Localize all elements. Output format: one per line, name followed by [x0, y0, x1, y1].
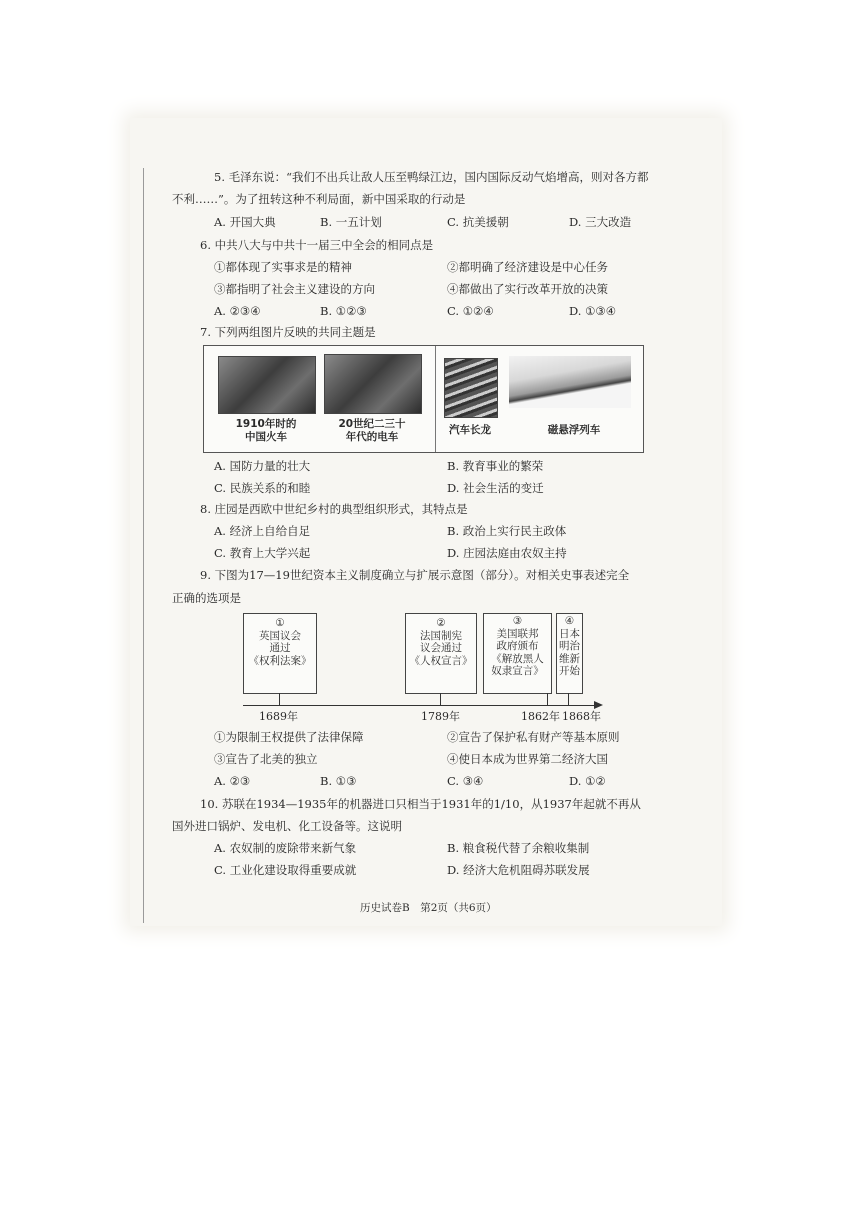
binding-margin-line — [143, 168, 144, 923]
caption-car-queue: 汽车长龙 — [449, 424, 491, 436]
q10-option-c: C. 工业化建设取得重要成就 — [214, 863, 357, 877]
q7-option-c: C. 民族关系的和睦 — [214, 481, 311, 495]
q9-option-d: D. ①② — [569, 774, 606, 788]
q7-option-a: A. 国防力量的壮大 — [214, 459, 311, 473]
q10-stem-line2: 国外进口锅炉、发电机、化工设备等。这说明 — [172, 819, 402, 833]
timeline-box-1: ① 英国议会 通过 《权利法案》 — [243, 613, 317, 694]
q6-statement-1: ①都体现了实事求是的精神 — [214, 260, 352, 274]
q9-statement-1: ①为限制王权提供了法律保障 — [214, 730, 364, 744]
timeline-box-4: ④ 日本 明治 维新 开始 — [556, 613, 583, 694]
q8-stem: 8. 庄园是西欧中世纪乡村的典型组织形式，其特点是 — [200, 502, 468, 516]
q7-photo-panel — [203, 345, 644, 453]
q5-option-a: A. 开国大典 — [214, 215, 276, 229]
q5-stem-line2: 不利……”。为了扭转这种不利局面，新中国采取的行动是 — [172, 192, 466, 206]
q8-option-d: D. 庄园法庭由农奴主持 — [447, 546, 567, 560]
q5-option-c: C. 抗美援朝 — [447, 215, 509, 229]
q7-stem: 7. 下列两组图片反映的共同主题是 — [200, 325, 376, 339]
q6-option-b: B. ①②③ — [320, 304, 367, 318]
q10-option-a: A. 农奴制的废除带来新气象 — [214, 841, 357, 855]
page-footer: 历史试卷B 第2页（共6页） — [360, 902, 497, 914]
q6-option-c: C. ①②④ — [447, 304, 494, 318]
timeline-year-1868: 1868年 — [562, 710, 601, 723]
q5-option-b: B. 一五计划 — [320, 215, 382, 229]
caption-maglev: 磁悬浮列车 — [547, 424, 601, 436]
q7-option-b: B. 教育事业的繁荣 — [447, 459, 544, 473]
timeline-tick-1862 — [547, 693, 548, 705]
q10-option-b: B. 粮食税代替了余粮收集制 — [447, 841, 590, 855]
q9-statement-2: ②宣告了保护私有财产等基本原则 — [447, 730, 620, 744]
q9-stem-line2: 正确的选项是 — [172, 591, 241, 605]
q9-option-b: B. ①③ — [320, 774, 357, 788]
q9-statement-3: ③宣告了北美的独立 — [214, 752, 318, 766]
timeline-box-2: ② 法国制宪 议会通过 《人权宣言》 — [405, 613, 477, 694]
q7-panel-divider — [435, 346, 436, 452]
timeline-tick-1868 — [568, 693, 569, 705]
q10-option-d: D. 经济大危机阻碍苏联发展 — [447, 863, 590, 877]
timeline-year-1689: 1689年 — [259, 710, 298, 723]
q9-statement-4: ④使日本成为世界第二经济大国 — [447, 752, 608, 766]
q6-statement-3: ③都指明了社会主义建设的方向 — [214, 282, 375, 296]
q6-statement-2: ②都明确了经济建设是中心任务 — [447, 260, 608, 274]
timeline-year-1789: 1789年 — [421, 710, 460, 723]
q8-option-b: B. 政治上实行民主政体 — [447, 524, 567, 538]
photo-car-queue — [444, 358, 498, 418]
q6-stem: 6. 中共八大与中共十一届三中全会的相同点是 — [200, 238, 434, 252]
q6-option-d: D. ①③④ — [569, 304, 617, 318]
photo-maglev-train — [509, 356, 631, 408]
timeline-box-3: ③ 美国联邦 政府颁布 《解放黑人 奴隶宣言》 — [483, 613, 552, 694]
q9-option-c: C. ③④ — [447, 774, 484, 788]
timeline-tick-1689 — [279, 693, 280, 705]
q7-option-d: D. 社会生活的变迁 — [447, 481, 544, 495]
photo-1910-train — [218, 356, 316, 414]
q10-stem-line1: 10. 苏联在1934—1935年的机器进口只相当于1931年的1/10，从1937年起就不再从 — [200, 797, 641, 811]
q8-option-c: C. 教育上大学兴起 — [214, 546, 311, 560]
timeline-tick-1789 — [440, 693, 441, 705]
q5-option-d: D. 三大改造 — [569, 215, 632, 229]
photo-1920s-tram — [324, 354, 422, 414]
q5-stem-line1: 5. 毛泽东说：“我们不出兵让敌人压至鸭绿江边，国内国际反动气焰增高，则对各方都 — [214, 170, 649, 184]
q6-statement-4: ④都做出了实行改革开放的决策 — [447, 282, 608, 296]
caption-1910-train: 1910年时的 中国火车 — [235, 418, 297, 443]
q8-option-a: A. 经济上自给自足 — [214, 524, 311, 538]
q6-option-a: A. ②③④ — [214, 304, 261, 318]
timeline-year-1862: 1862年 — [521, 710, 560, 723]
q9-stem-line1: 9. 下图为17—19世纪资本主义制度确立与扩展示意图（部分）。对相关史事表述完全 — [200, 568, 630, 582]
timeline-axis — [243, 705, 595, 706]
caption-1920s-tram: 20世纪二三十 年代的电车 — [338, 418, 406, 443]
q9-option-a: A. ②③ — [214, 774, 251, 788]
